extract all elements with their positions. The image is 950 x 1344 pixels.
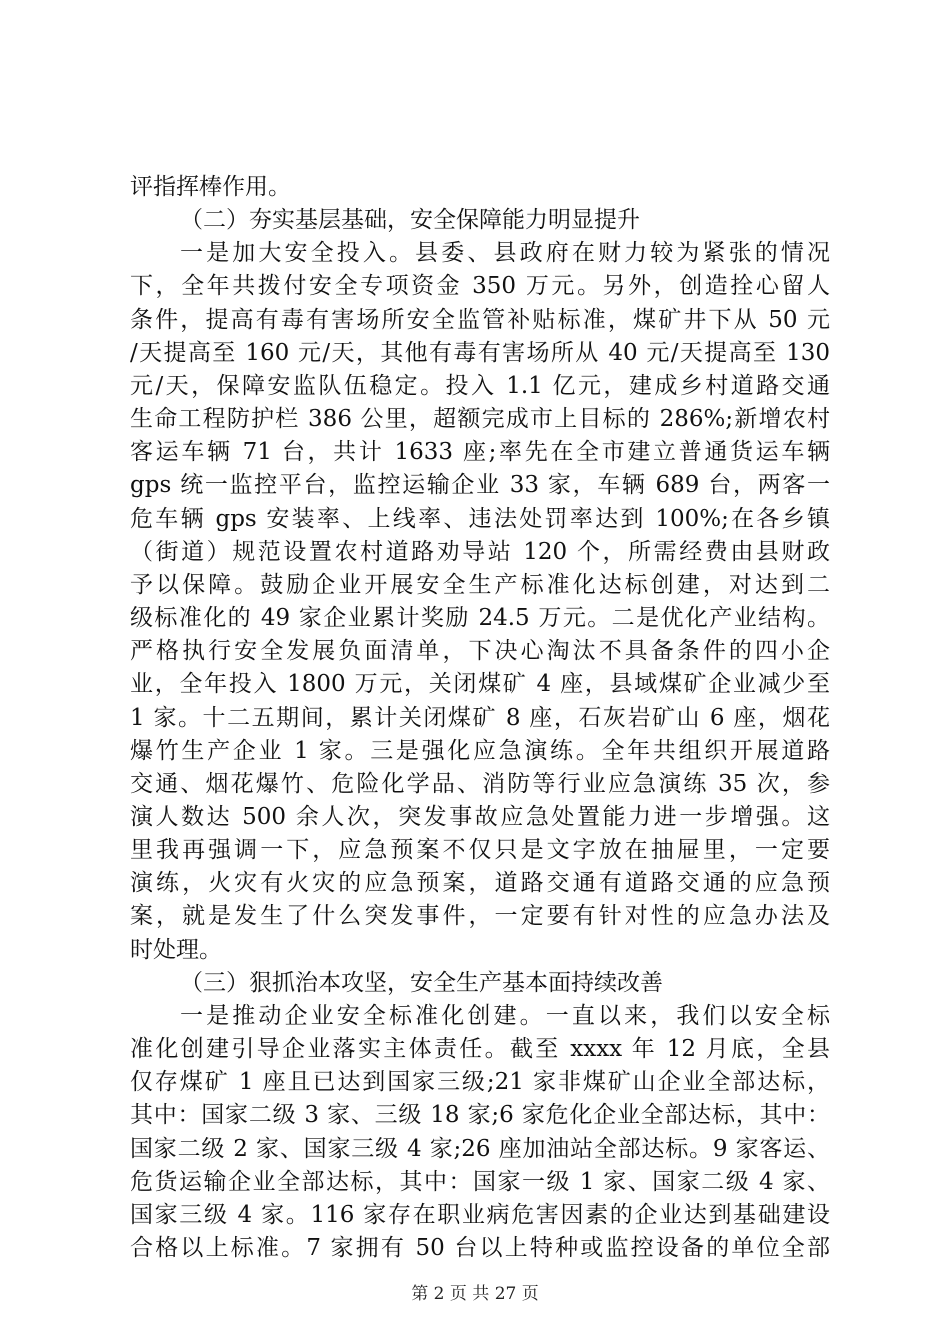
text-line: 级标准化的 49 家企业累计奖励 24.5 万元。二是优化产业结构。 [130,605,830,631]
text-line: （街道）规范设置农村道路劝导站 120 个，所需经费由县财政 [130,539,830,565]
text-line: 评指挥棒作用。 [130,174,291,200]
text-line: 一是加大安全投入。县委、县政府在财力较为紧张的情况 [180,240,830,266]
text-line: 里我再强调一下，应急预案不仅只是文字放在抽屉里，一定要 [130,837,830,863]
text-line: /天提高至 160 元/天，其他有毒有害场所从 40 元/天提高至 130 [130,340,830,366]
text-line: 严格执行安全发展负面清单，下决心淘汰不具备条件的四小企 [130,638,830,664]
text-line: 客运车辆 71 台，共计 1633 座;率先在全市建立普通货运车辆 [130,439,830,465]
text-line: 演练，火灾有火灾的应急预案，道路交通有道路交通的应急预 [130,870,830,896]
text-line: 国家三级 4 家。116 家存在职业病危害因素的企业达到基础建设 [130,1202,830,1228]
text-line: 其中：国家二级 3 家、三级 18 家;6 家危化企业全部达标，其中： [130,1102,830,1128]
text-line: 下，全年共拨付安全专项资金 350 万元。另外，创造拴心留人 [130,273,830,299]
text-line: 生命工程防护栏 386 公里，超额完成市上目标的 286%;新增农村 [130,406,830,432]
text-line: 元/天，保障安监队伍稳定。投入 1.1 亿元，建成乡村道路交通 [130,373,830,399]
text-line: 危车辆 gps 安装率、上线率、违法处罚率达到 100%;在各乡镇 [130,506,830,532]
text-line: 仅存煤矿 1 座且已达到国家三级;21 家非煤矿山企业全部达标， [130,1069,830,1095]
text-line: 国家二级 2 家、国家三级 4 家;26 座加油站全部达标。9 家客运、 [130,1136,830,1162]
text-line: 条件，提高有毒有害场所安全监管补贴标准，煤矿井下从 50 元 [130,307,830,333]
text-line: 案，就是发生了什么突发事件，一定要有针对性的应急办法及 [130,903,830,929]
text-line: 准化创建引导企业落实主体责任。截至 xxxx 年 12 月底，全县 [130,1036,830,1062]
text-line: 1 家。十二五期间，累计关闭煤矿 8 座，石灰岩矿山 6 座，烟花 [130,705,830,731]
page-indicator: 第 2 页 共 27 页 [411,1284,539,1304]
text-line: 一是推动企业安全标准化创建。一直以来，我们以安全标 [180,1003,830,1029]
section-heading: （二）夯实基层基础，安全保障能力明显提升 [180,207,640,233]
text-line: 时处理。 [130,937,222,963]
text-line: 危货运输企业全部达标，其中：国家一级 1 家、国家二级 4 家、 [130,1169,830,1195]
text-line: 交通、烟花爆竹、危险化学品、消防等行业应急演练 35 次，参 [130,771,830,797]
text-line: 予以保障。鼓励企业开展安全生产标准化达标创建，对达到二 [130,572,830,598]
text-line: 爆竹生产企业 1 家。三是强化应急演练。全年共组织开展道路 [130,738,830,764]
text-line: 演人数达 500 余人次，突发事故应急处置能力进一步增强。这 [130,804,830,830]
text-line: 业，全年投入 1800 万元，关闭煤矿 4 座，县域煤矿企业减少至 [130,671,830,697]
section-heading: （三）狠抓治本攻坚，安全生产基本面持续改善 [180,970,663,996]
text-line: 合格以上标准。7 家拥有 50 台以上特种或监控设备的单位全部 [130,1235,830,1261]
text-line: gps 统一监控平台，监控运输企业 33 家，车辆 689 台，两客一 [130,472,830,498]
